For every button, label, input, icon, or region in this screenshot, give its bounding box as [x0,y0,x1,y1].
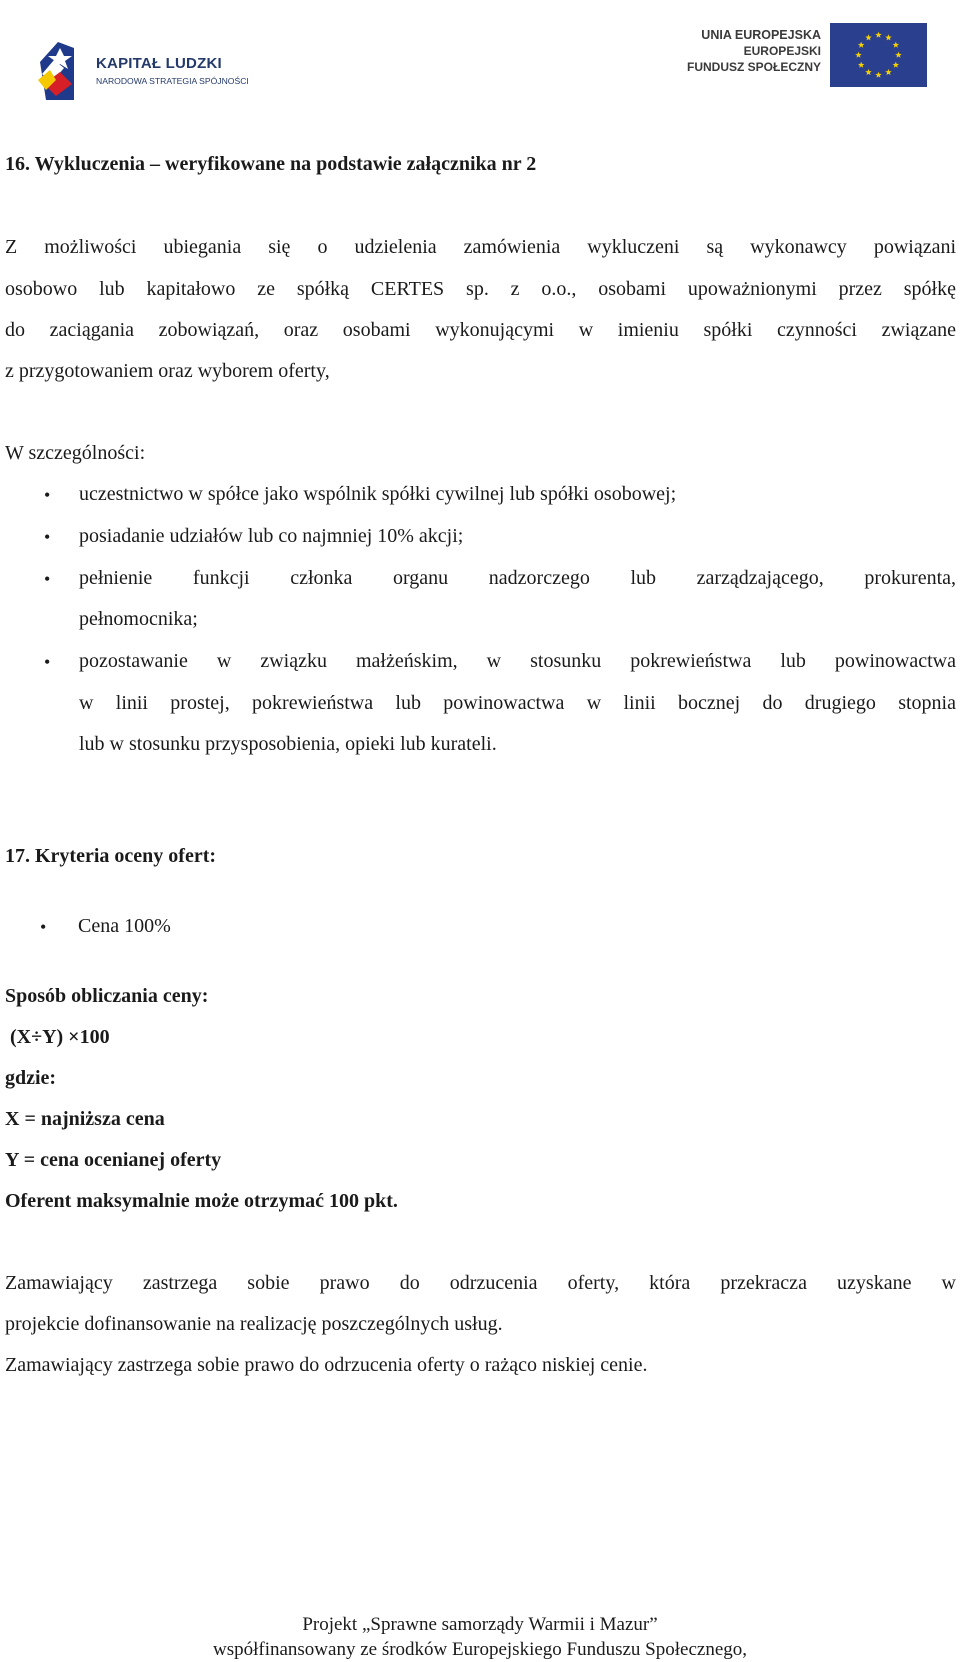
bullet-icon: • [44,652,51,672]
reservation-para-line: projekcie dofinansowanie na realizację poszczególnych usług. [5,1313,503,1335]
list-item-continuation: w linii prostej, pokrewieństwa lub powinowactwa w linii bocznej do drugiego stopnia [79,692,956,714]
list-item: posiadanie udziałów lub co najmniej 10% akcji; [79,525,464,547]
list-item: pozostawanie w związku małżeńskim, w stosunku pokrewieństwa lub powinowactwa [79,650,956,672]
where-label: gdzie: [5,1067,57,1089]
eu-label-line3: FUNDUSZ SPOŁECZNY [686,60,821,74]
section-17-heading: 17. Kryteria oceny ofert: [5,845,217,867]
section-16-intro: W szczególności: [5,442,146,464]
reservation-para-2: Zamawiający zastrzega sobie prawo do odrzucenia oferty o rażąco niskiej cenie. [5,1354,648,1376]
price-formula: (X÷Y) ×100 [10,1026,110,1048]
criterion-item: Cena 100% [78,915,171,937]
eu-label-line2: EUROPEJSKI [743,44,821,58]
list-item-continuation: pełnomocnika; [79,608,198,630]
section-16-para-line: osobowo lub kapitałowo ze spółką CERTES sp. z o.o., osobami upoważnionymi przez spółkę [5,278,956,300]
bullet-icon: • [40,917,47,937]
kapital-ludzki-subtitle: NARODOWA STRATEGIA SPÓJNOŚCI [96,76,249,86]
section-16-para-line: z przygotowaniem oraz wyborem oferty, [5,360,330,382]
method-heading: Sposób obliczania ceny: [5,985,209,1007]
reservation-para-line: Zamawiający zastrzega sobie prawo do odrzucenia oferty, która przekracza uzyskane w [5,1272,956,1294]
footer-funding-line: współfinansowany ze środków Europejskiego Funduszu Społecznego, [212,1639,747,1660]
kapital-ludzki-title: KAPITAŁ LUDZKI [96,55,222,72]
bullet-icon: • [44,569,51,589]
eu-flag-icon [830,23,927,87]
section-16-para-line: do zaciągania zobowiązań, oraz osobami wykonującymi w imieniu spółki czynności związane [5,319,956,341]
bullet-icon: • [44,527,51,547]
y-definition: Y = cena ocenianej oferty [5,1149,222,1171]
list-item: uczestnictwo w spółce jako wspólnik spółki cywilnej lub spółki osobowej; [79,483,677,505]
max-points-note: Oferent maksymalnie może otrzymać 100 pkt. [5,1190,398,1212]
x-definition: X = najniższa cena [5,1108,165,1130]
eu-label-line1: UNIA EUROPEJSKA [701,28,821,42]
footer-project-line: Projekt „Sprawne samorządy Warmii i Mazur” [302,1614,658,1635]
section-16-heading: 16. Wykluczenia – weryfikowane na podstawie załącznika nr 2 [5,153,537,175]
bullet-icon: • [44,485,51,505]
eu-fund-label [676,27,821,75]
section-16-para-line: Z możliwości ubiegania się o udzielenia zamówienia wykluczeni są wykonawcy powiązani [5,236,956,258]
list-item-continuation: lub w stosunku przysposobienia, opieki lub kurateli. [79,733,497,755]
list-item: pełnienie funkcji członka organu nadzorczego lub zarządzającego, prokurenta, [79,567,956,589]
